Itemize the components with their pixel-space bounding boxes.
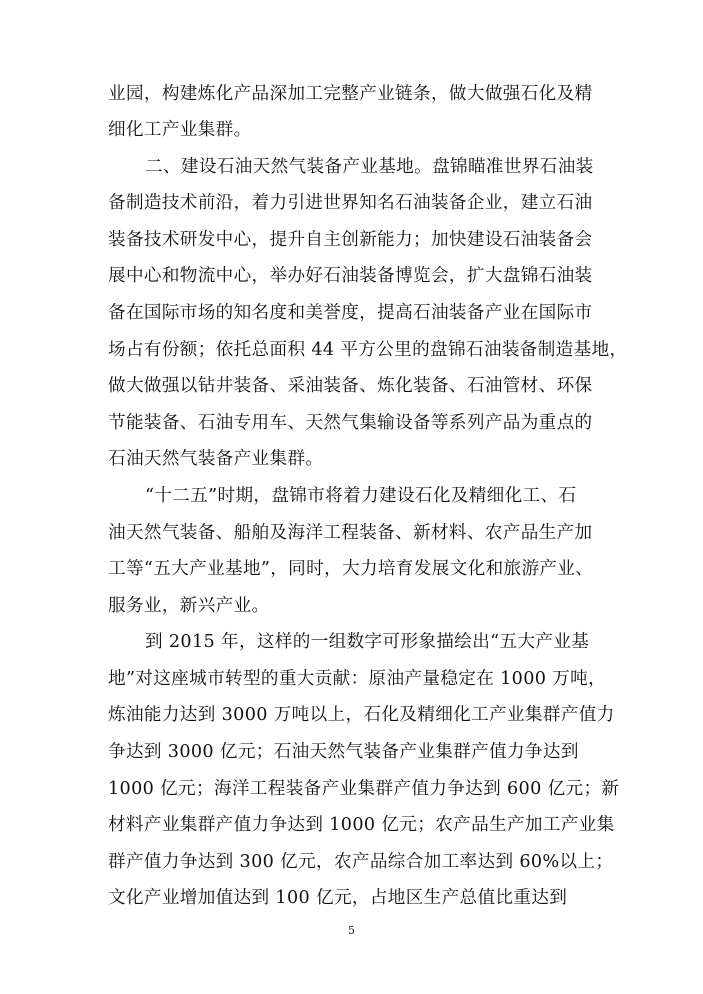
text-line: “十二五”时期，盘锦市将着力建设石化及精细化工、石 bbox=[145, 486, 577, 506]
page-number: 5 bbox=[348, 924, 355, 937]
text-line: 备在国际市场的知名度和美誉度，提高石油装备产业在国际市 bbox=[108, 303, 593, 323]
text-line: 细化工产业集群。 bbox=[108, 120, 252, 140]
text-line: 炼油能力达到 3000 万吨以上，石化及精细化工产业集群产值力 bbox=[108, 705, 615, 725]
text-line: 到 2015 年，这样的一组数字可形象描绘出“五大产业基 bbox=[145, 632, 590, 652]
text-line: 地”对这座城市转型的重大贡献：原油产量稳定在 1000 万吨， bbox=[108, 669, 607, 689]
text-line: 石油天然气装备产业集群。 bbox=[108, 449, 324, 469]
text-line: 工等“五大产业基地”，同时，大力培育发展文化和旅游产业、 bbox=[108, 559, 594, 579]
text-line: 业园，构建炼化产品深加工完整产业链条，做大做强石化及精 bbox=[108, 84, 593, 104]
text-line: 文化产业增加值达到 100 亿元，占地区生产总值比重达到 bbox=[108, 888, 568, 908]
text-line: 装备技术研发中心，提升自主创新能力；加快建设石油装备会 bbox=[108, 230, 593, 250]
text-line: 备制造技术前沿，着力引进世界知名石油装备企业，建立石油 bbox=[108, 193, 593, 213]
text-line: 服务业，新兴产业。 bbox=[108, 596, 270, 616]
text-line: 油天然气装备、船舶及海洋工程装备、新材料、农产品生产加 bbox=[108, 523, 593, 543]
text-line: 场占有份额；依托总面积 44 平方公里的盘锦石油装备制造基地， bbox=[108, 340, 628, 360]
text-line: 材料产业集群产值力争达到 1000 亿元；农产品生产加工产业集 bbox=[108, 815, 615, 835]
text-line: 1000 亿元；海洋工程装备产业集群产值力争达到 600 亿元；新 bbox=[108, 779, 620, 799]
text-line: 做大做强以钻井装备、采油装备、炼化装备、石油管材、环保 bbox=[108, 376, 593, 396]
text-line: 节能装备、石油专用车、天然气集输设备等系列产品为重点的 bbox=[108, 413, 593, 433]
text-line: 展中心和物流中心，举办好石油装备博览会，扩大盘锦石油装 bbox=[108, 266, 593, 286]
text-line: 群产值力争达到 300 亿元，农产品综合加工率达到 60%以上； bbox=[108, 852, 614, 872]
text-line: 争达到 3000 亿元；石油天然气装备产业集群产值力争达到 bbox=[108, 742, 579, 762]
text-line: 二、建设石油天然气装备产业基地。盘锦瞄准世界石油装 bbox=[145, 157, 594, 177]
